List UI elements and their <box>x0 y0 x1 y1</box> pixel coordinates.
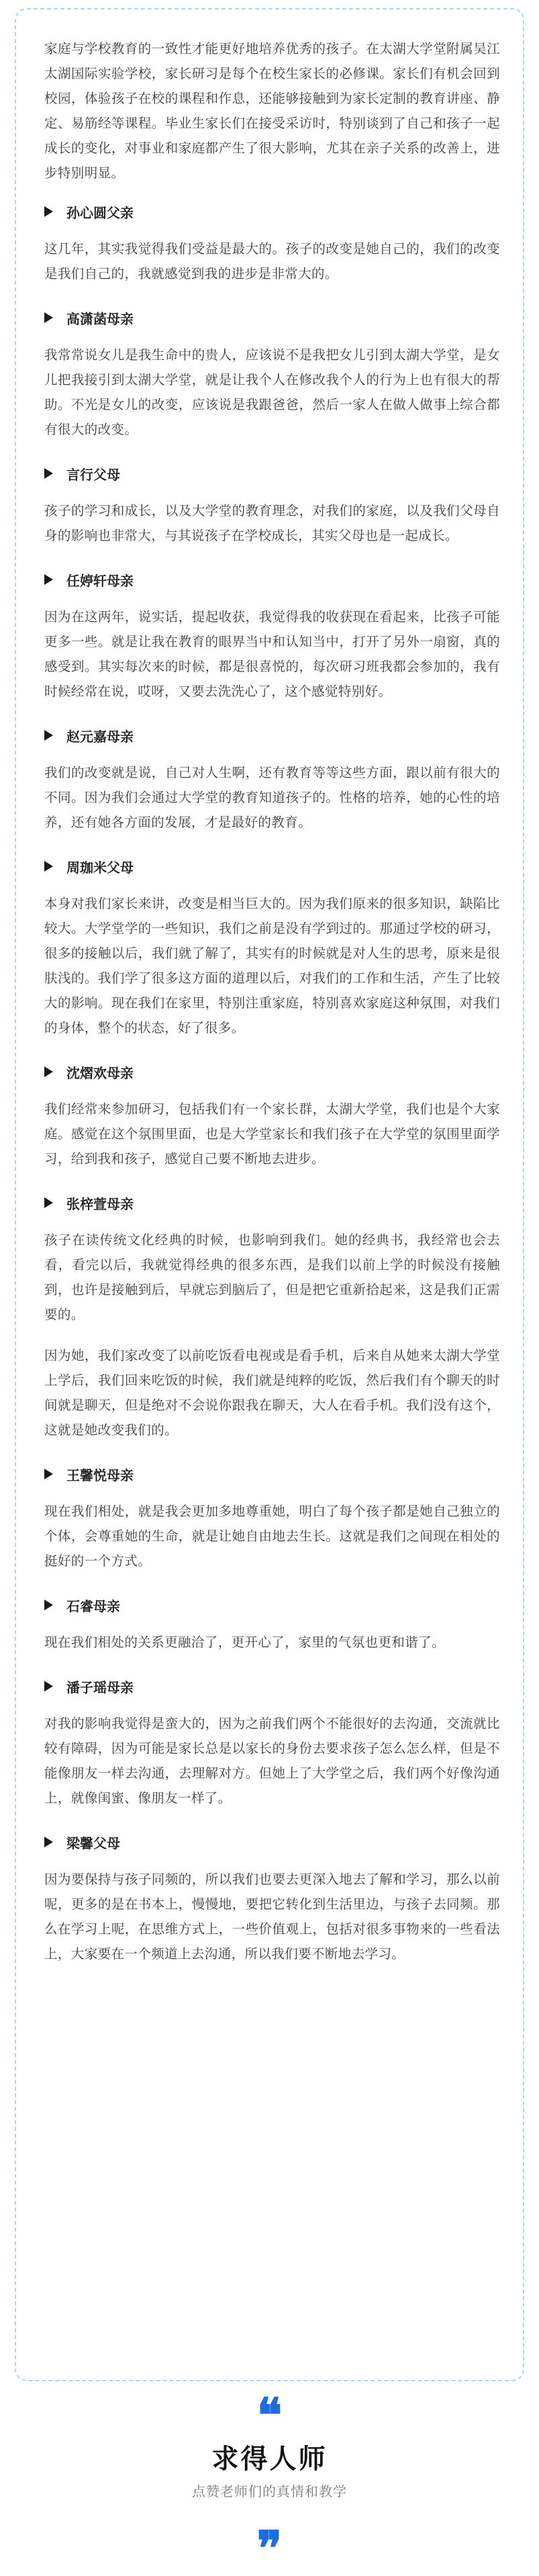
testimonial-paragraph: 因为在这两年，说实话，提起收获，我觉得我的收获现在看起来，比孩子可能更多一些。就是让我在教育的眼界当中和认知当中，打开了另外一扇窗，真的感受到。其实每次来的时候，都是很喜悦的，每次研习班我都会参加的，我有时候经常在说，哎呀，又要去洗洗心了，这个感觉特别好。 <box>44 609 500 699</box>
testimonial-paragraph: 孩子的学习和成长，以及大学堂的教育理念，对我们的家庭，以及我们父母自身的影响也非常大，与其说孩子在学校成长，其实父母也是一起成长。 <box>44 503 500 543</box>
testimonial-paragraph: 这几年，其实我觉得我们受益是最大的。孩子的改变是她自己的，我们的改变是我们自己的，我就感觉到我的进步是非常大的。 <box>44 241 500 281</box>
testimonial-paragraph: 对我的影响我觉得是蛮大的，因为之前我们两个不能很好的去沟通，交流就比较有障碍，因为可能是家长总是以家长的身份去要求孩子怎么怎么样，但是不能像朋友一样去沟通，去理解对方。但她上了大学堂之后，我们两个好像沟通上，就像闺蜜、像朋友一样了。 <box>44 1716 500 1806</box>
testimonial-paragraph: 我常常说女儿是我生命中的贵人，应该说不是我把女儿引到太湖大学堂，是女儿把我接引到太湖大学堂，就是让我个人在修改我个人的行为上也有很大的帮助。不光是女儿的改变，应该说是我跟爸爸，然后一家人在做人做事上综合都有很大的改变。 <box>44 347 500 437</box>
testimonial-heading <box>44 725 500 745</box>
testimonial-heading <box>44 463 500 484</box>
testimonial-paragraph: 我们的改变就是说，自己对人生啊，还有教育等等这些方面，跟以前有很大的不同。因为我们会通过大学堂的教育知道孩子的。性格的培养，她的心性的培养，还有她各方面的发展，才是最好的教育。 <box>44 765 500 830</box>
testimonial-paragraph: 孩子在读传统文化经典的时候，也影响到我们。她的经典书，我经常也会去看，看完以后，我就觉得经典的很多东西，是我们以前上学的时候没有接触到，也许是接触到后，早就忘到脑后了，但是把它重新拾起来，这是我们正需要的。 <box>44 1232 500 1322</box>
intro-paragraph: 家庭与学校教育的一致性才能更好地培养优秀的孩子。在太湖大学堂附属吴江太湖国际实验学校，家长研习是每个在校生家长的必修课。家长们有机会回到校园，体验孩子在校的课程和作息，还能够接触到为家长定制的教育讲座、静定、易筋经等课程。毕业生家长们在接受采访时，特别谈到了自己和孩子一起成长的变化，对事业和家庭都产生了很大影响，尤其在亲子关系的改善上，进步特别明显。 <box>44 41 500 181</box>
testimonial-heading <box>44 1062 500 1082</box>
triangle-right-icon <box>44 1600 53 1610</box>
testimonial-paragraph: 因为她，我们家改变了以前吃饭看电视或是看手机，后来自从她来太湖大学堂上学后，我们回来吃饭的时候，我们就是纯粹的吃饭，然后我们有个聊天的时间就是聊天，但是绝对不会说你跟我在聊天，大人在看手机。我们没有这个，这就是她改变我们的。 <box>44 1348 500 1438</box>
testimonial-heading <box>44 308 500 328</box>
testimonial-heading <box>44 1464 500 1484</box>
testimonial-paragraph: 现在我们相处，就是我会更加多地尊重她，明白了每个孩子都是她自己独立的个体，会尊重她的生命，就是让她自由地去生长。这就是我们之间现在相处的挺好的一个方式。 <box>44 1504 500 1569</box>
testimonial-speaker: 孙心圆父亲 <box>66 204 134 221</box>
testimonial-paragraph: 我们经常来参加研习，包括我们有一个家长群，太湖大学堂，我们也是个大家庭。感觉在这个氛围里面，也是大学堂家长和我们孩子在大学堂的氛围里面学习，给到我和孩子，感觉自己要不断地去进步。 <box>44 1101 500 1166</box>
testimonial-section <box>44 725 500 835</box>
testimonial-speaker: 言行父母 <box>66 466 120 483</box>
testimonial-heading <box>44 1832 500 1852</box>
testimonial-heading <box>44 569 500 590</box>
triangle-right-icon <box>44 312 53 323</box>
brand-subtitle: 点赞老师们的真情和教学 <box>192 2483 347 2499</box>
testimonial-paragraph: 本身对我们家长来讲，改变是相当巨大的。因为我们原来的很多知识，缺陷比较大。大学堂学的一些知识，我们之前是没有学到过的。那通过学校的研习，很多的接触以后，我们就了解了，其实有的时候就是对人生的思考，原来是很肤浅的。我们学了很多这方面的道理以后，对我们的工作和生活，产生了比较大的影响。现在我们在家里，特别注重家庭，特别喜欢家庭这种氛围，对我们的身体，整个的状态，好了很多。 <box>44 896 500 1036</box>
testimonial-speaker: 梁馨父母 <box>66 1835 120 1851</box>
testimonial-heading <box>44 1193 500 1213</box>
triangle-right-icon <box>44 1197 53 1208</box>
testimonial-speaker: 石睿母亲 <box>66 1598 120 1614</box>
triangle-right-icon <box>44 730 53 741</box>
testimonial-heading <box>44 856 500 876</box>
testimonial-section <box>44 1676 500 1810</box>
brand-title: 求得人师 <box>211 2444 328 2475</box>
testimonial-section <box>44 463 500 548</box>
testimonial-heading <box>44 1676 500 1696</box>
triangle-right-icon <box>44 468 53 479</box>
testimonial-speaker: 张梓萱母亲 <box>66 1195 134 1212</box>
testimonial-section <box>44 1464 500 1573</box>
testimonial-section <box>44 569 500 704</box>
testimonial-heading <box>44 201 500 222</box>
testimonial-speaker: 沈熠欢母亲 <box>66 1064 134 1081</box>
testimonial-speaker: 赵元嘉母亲 <box>66 728 134 745</box>
testimonial-section <box>44 1832 500 1966</box>
testimonial-paragraph: 因为要保持与孩子同频的，所以我们也要去更深入地去了解和学习，那么以前呢，更多的是在书本上，慢慢地，要把它转化到生活里边，与孩子去同频。那么在学习上呢，在思维方式上，一些价值观上，包括对很多事物来的一些看法上，大家要在一个频道上去沟通，所以我们要不断地去学习。 <box>44 1872 500 1962</box>
testimonial-section <box>44 201 500 286</box>
triangle-right-icon <box>44 206 53 217</box>
testimonial-section <box>44 856 500 1040</box>
testimonial-heading <box>44 1595 500 1615</box>
testimonial-section <box>44 1595 500 1655</box>
testimonial-section <box>44 1062 500 1171</box>
testimonial-speaker: 高潇菡母亲 <box>66 310 134 327</box>
testimonial-speaker: 周珈米父母 <box>66 859 134 876</box>
triangle-right-icon <box>44 1469 53 1479</box>
triangle-right-icon <box>44 1066 53 1077</box>
testimonial-speaker: 王馨悦母亲 <box>66 1467 134 1483</box>
triangle-right-icon <box>44 1837 53 1847</box>
testimonial-speaker: 潘子瑶母亲 <box>66 1679 134 1696</box>
quote-open-icon: ❝ <box>256 2387 283 2443</box>
triangle-right-icon <box>44 574 53 585</box>
testimonial-speaker: 任婷轩母亲 <box>66 572 134 589</box>
testimonial-list <box>44 201 500 1966</box>
testimonial-section <box>44 1193 500 1442</box>
quote-close-icon: ❞ <box>256 2520 283 2576</box>
testimonial-paragraph: 现在我们相处的关系更融洽了，更开心了，家里的气氛也更和谐了。 <box>44 1635 446 1650</box>
triangle-right-icon <box>44 861 53 872</box>
article-card <box>15 8 524 2381</box>
triangle-right-icon <box>44 1681 53 1692</box>
testimonial-section <box>44 308 500 442</box>
